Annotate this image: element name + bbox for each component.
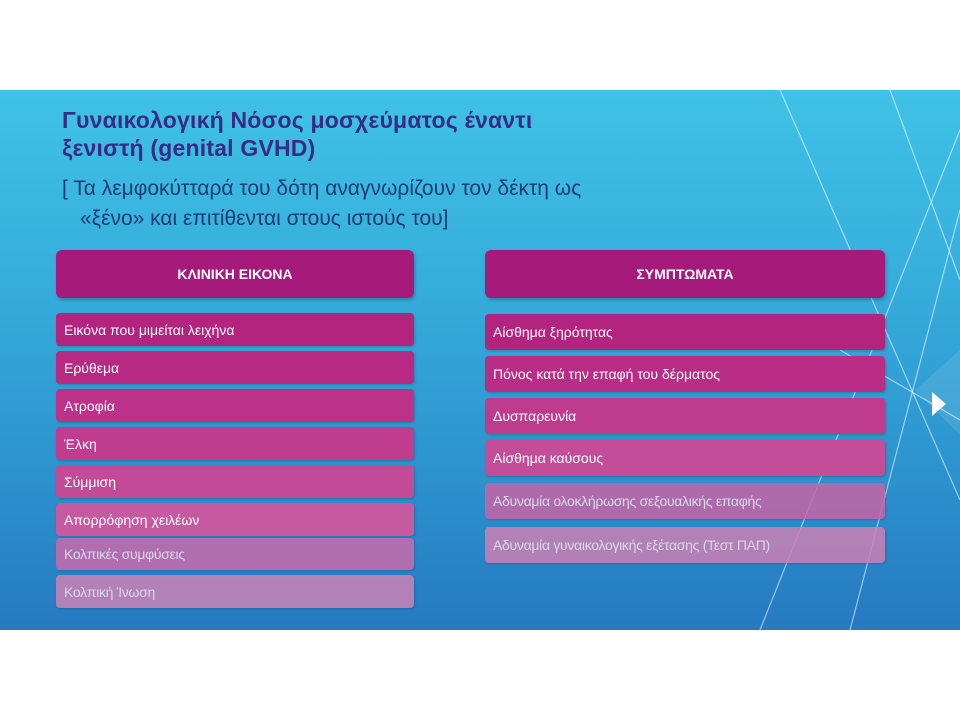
clinical-picture-header [56, 250, 414, 298]
title-line-2: ξενιστή (genital GVHD) [62, 135, 316, 161]
list-item: Σύμμιση [56, 465, 414, 498]
list-item: Αίσθημα ξηρότητας [485, 314, 885, 350]
list-item: Αδυναμία ολοκλήρωσης σεξουαλικής επαφής [485, 483, 885, 519]
symptoms-header-label: ΣΥΜΠΤΩΜΑΤΑ [636, 266, 734, 282]
list-item: Κολπικές συμφύσεις [56, 538, 414, 570]
list-item: Απορρόφηση χειλέων [56, 503, 414, 536]
list-item: Ατροφία [56, 389, 414, 422]
list-item: Ερύθεμα [56, 351, 414, 384]
slide-title [62, 106, 762, 162]
list-item: Αίσθημα καύσους [485, 440, 885, 476]
list-item: Κολπική Ίνωση [56, 575, 414, 608]
list-item: Αδυναμία γυναικολογικής εξέτασης (Τεστ ΠΑΠ) [485, 527, 885, 563]
slide-subtitle [62, 174, 762, 234]
list-item: Εικόνα που μιμείται λειχήνα [56, 313, 414, 346]
list-item: Πόνος κατά την επαφή του δέρματος [485, 356, 885, 392]
list-item: Δυσπαρευνία [485, 398, 885, 434]
clinical-picture-header-label: ΚΛΙΝΙΚΗ ΕΙΚΟΝΑ [177, 266, 293, 282]
subtitle-line-1: [ Τα λεμφοκύτταρά του δότη αναγνωρίζουν τον δέκτη ως [62, 177, 582, 200]
slide [0, 90, 960, 630]
subtitle-line-2: «ξένο» και επιτίθενται στους ιστούς του] [80, 207, 449, 230]
title-line-1: Γυναικολογική Νόσος μοσχεύματος έναντι [62, 107, 533, 133]
list-item: Έλκη [56, 427, 414, 460]
symptoms-header [485, 250, 885, 298]
